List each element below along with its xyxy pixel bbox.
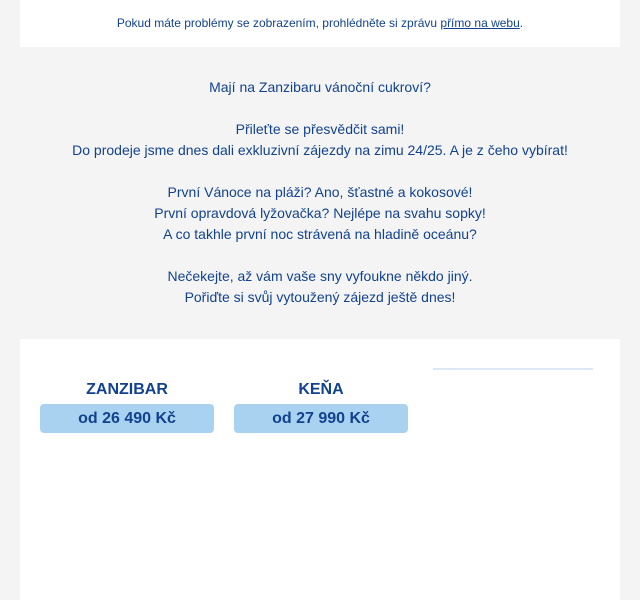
offer-price-button[interactable]: od 26 490 Kč: [40, 404, 214, 433]
offer-title[interactable]: KEŇA: [298, 381, 344, 398]
banner-text-end: .: [519, 16, 524, 30]
intro-line: Pořiďte si svůj vytoužený zájezd ještě dnes!: [184, 289, 456, 305]
intro-paragraph-2: [20, 182, 620, 245]
intro-line: Do prodeje jsme dnes dali exkluzivní zájezdy na zimu 24/25. A je z čeho vybírat!: [72, 142, 568, 158]
intro-paragraph-1: [20, 119, 620, 161]
intro-line: První Vánoce na pláži? Ano, šťastné a kokosové!: [167, 184, 473, 200]
view-online-banner: [20, 0, 620, 47]
intro-line: A co takhle první noc strávená na hladině oceánu?: [163, 226, 477, 242]
offer-kena[interactable]: [234, 380, 408, 433]
intro-line: První opravdová lyžovačka? Nejlépe na svahu sopky!: [154, 205, 486, 221]
intro-line: Přileťte se přesvědčit sami!: [235, 121, 405, 137]
offer-zanzibar[interactable]: [40, 380, 214, 433]
intro-question-block: [20, 77, 620, 98]
offers-section: [20, 339, 620, 600]
intro-line: Nečekejte, až vám vaše sny vyfoukne někdo jiný.: [167, 268, 473, 284]
offer-divider: [433, 368, 593, 370]
offer-title[interactable]: ZANZIBAR: [86, 381, 168, 398]
view-on-web-link[interactable]: přímo na webu: [440, 16, 520, 30]
offer-price-button[interactable]: od 27 990 Kč: [234, 404, 408, 433]
intro-question: Mají na Zanzibaru vánoční cukroví?: [209, 79, 431, 95]
banner-text: Pokud máte problémy se zobrazením, prohlédněte si zprávu: [116, 16, 441, 30]
intro-section: [20, 47, 620, 339]
intro-paragraph-3: [20, 266, 620, 308]
